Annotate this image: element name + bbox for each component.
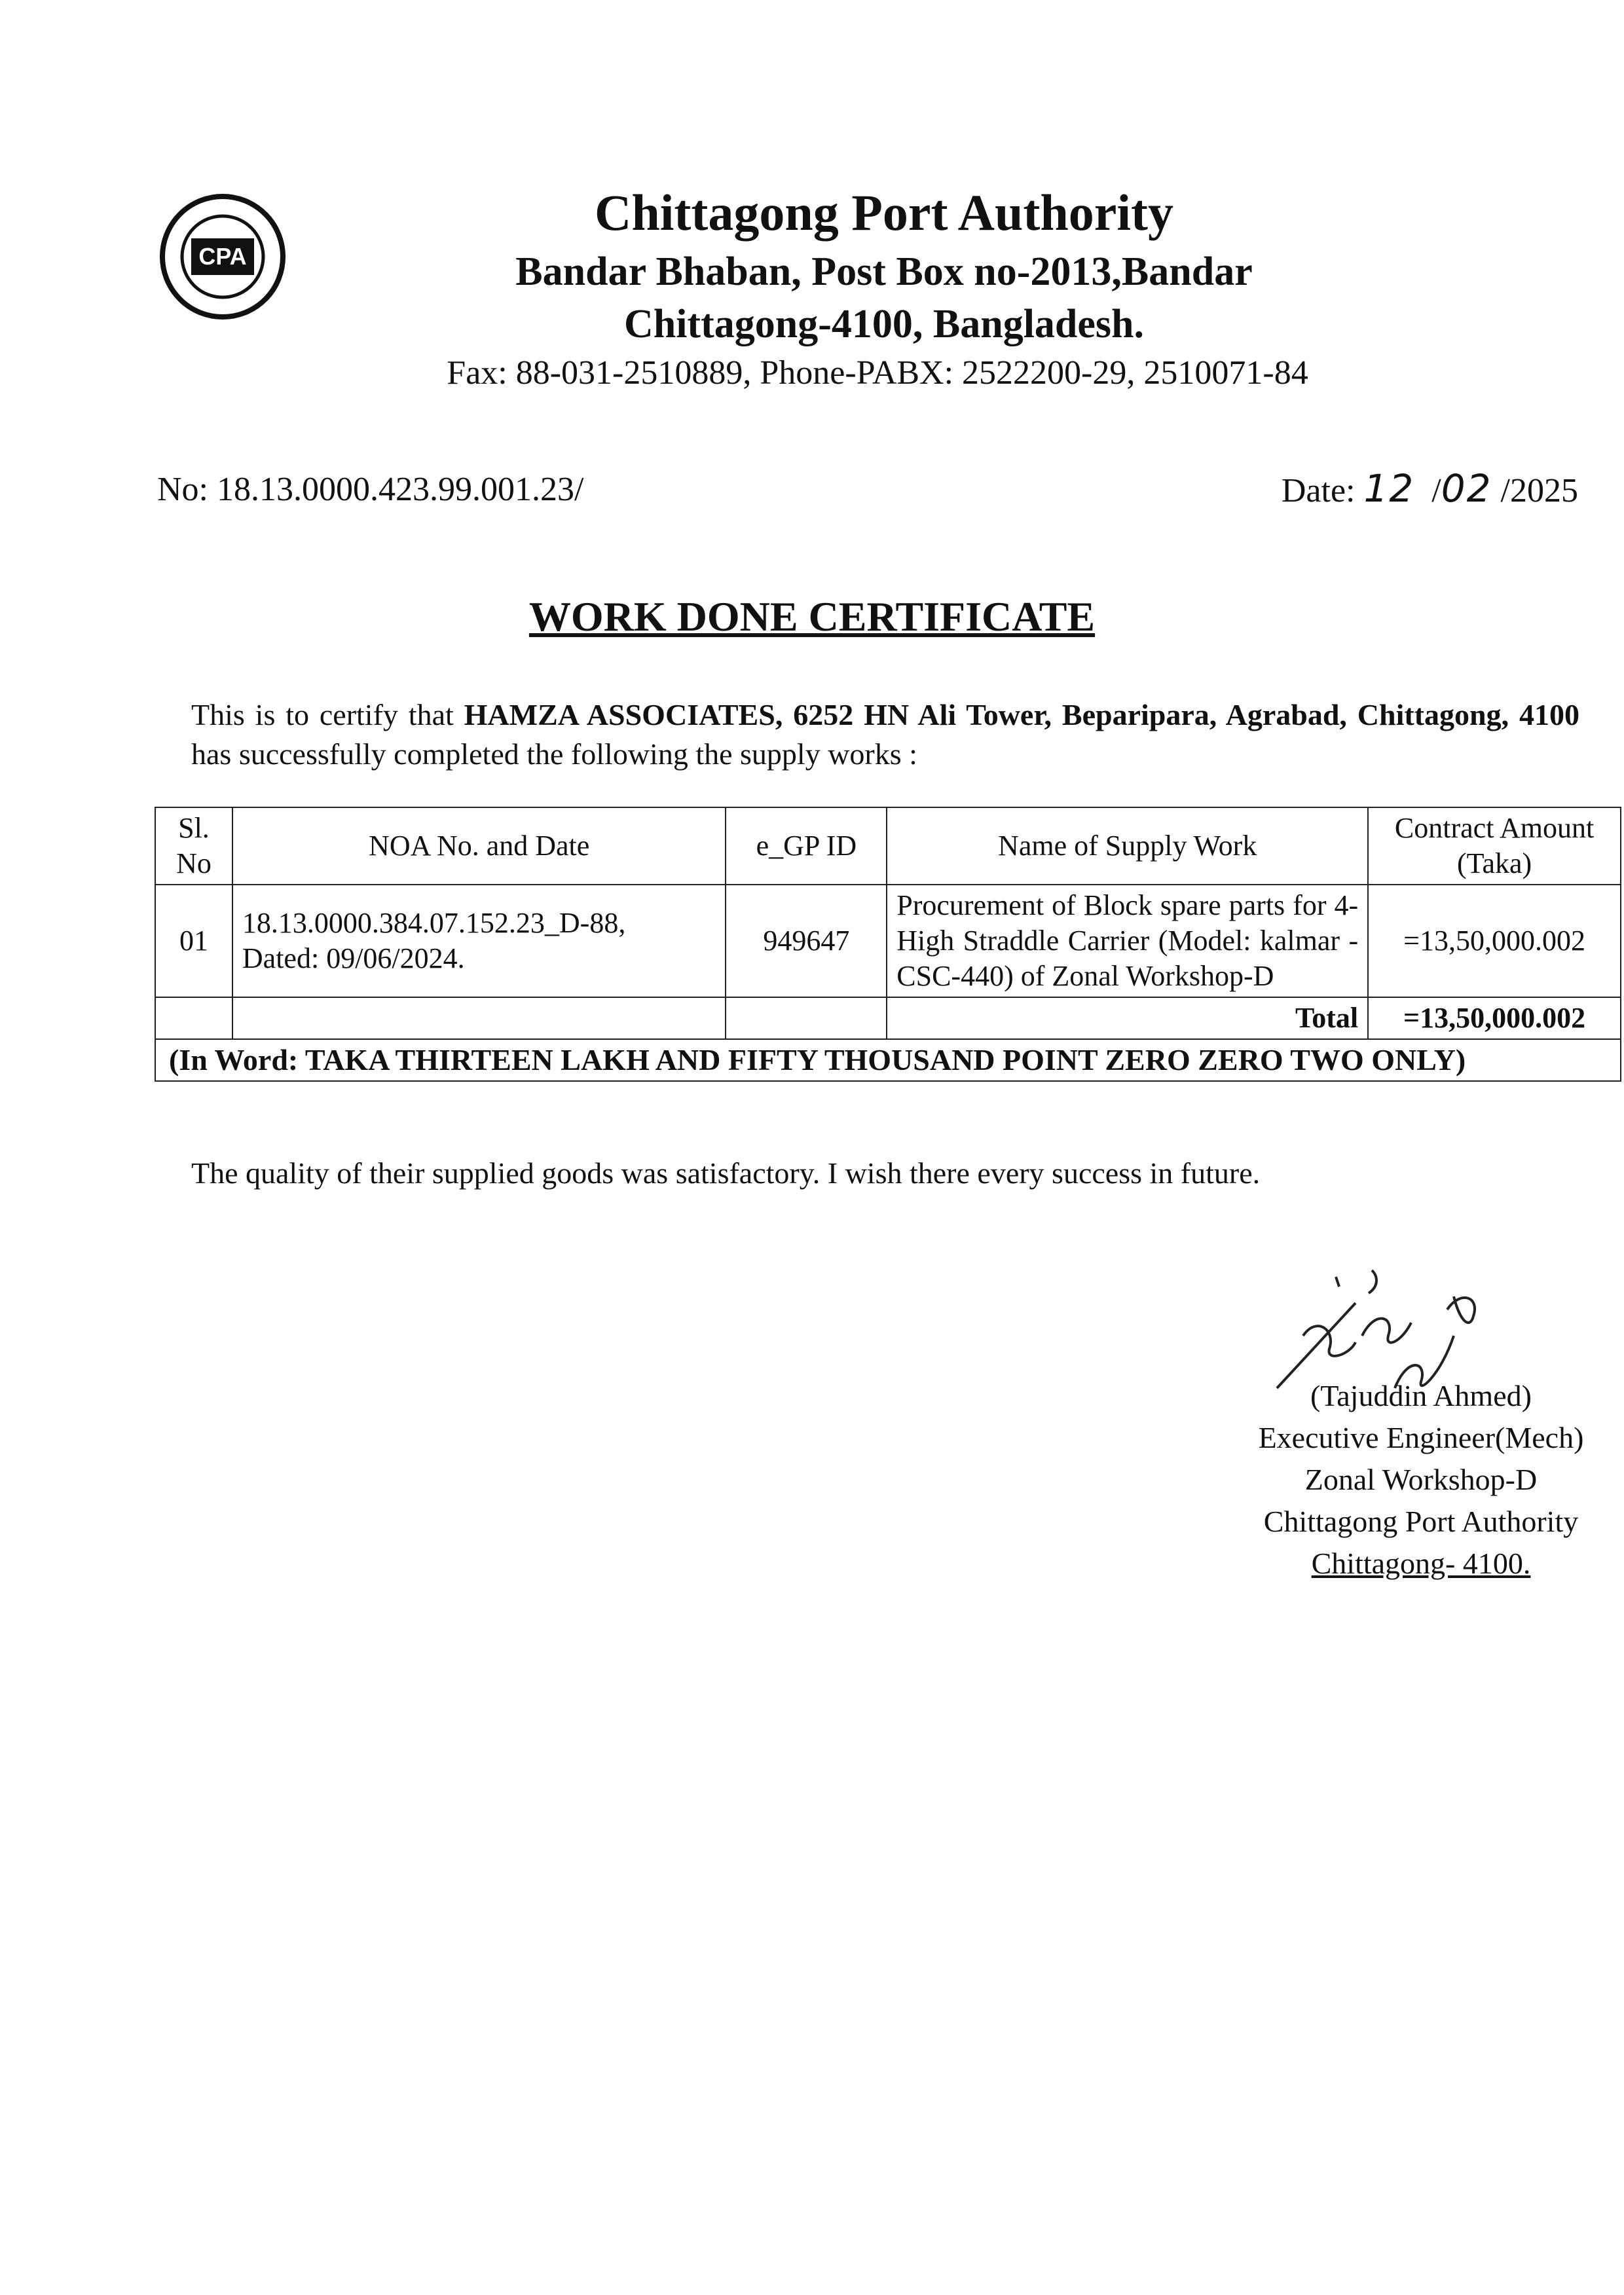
signatory-city: Chittagong- 4100.: [1311, 1547, 1531, 1580]
closing-remark: The quality of their supplied goods was satisfactory. I wish there every success in future.: [191, 1156, 1261, 1190]
col-noa: NOA No. and Date: [232, 807, 726, 885]
row-sl: 01: [155, 885, 232, 997]
total-amount: =13,50,000.002: [1368, 997, 1621, 1039]
table-row: [155, 885, 1621, 997]
col-sl: Sl. No: [155, 807, 232, 885]
total-label: Total: [887, 997, 1368, 1039]
col-egp: e_GP ID: [726, 807, 887, 885]
memo-date: Date: 12 /02 /2025: [1281, 466, 1578, 511]
signatory-org: Chittagong Port Authority: [1263, 1505, 1579, 1538]
date-day: 12: [1363, 466, 1415, 511]
date-label: Date:: [1281, 472, 1356, 509]
logo-text: CPA: [198, 243, 247, 270]
company-name: HAMZA ASSOCIATES, 6252 HN Ali Tower, Beparipara, Agrabad, Chittagong, 4100: [464, 698, 1579, 731]
contact-line: Fax: 88-031-2510889, Phone-PABX: 2522200-29, 2510071-84: [447, 354, 1308, 392]
in-word-row: [155, 1039, 1621, 1081]
date-month: 02: [1441, 466, 1492, 511]
row-work: Procurement of Block spare parts for 4-High Straddle Carrier (Model: kalmar -CSC-440) of Zonal Workshop-D: [887, 885, 1368, 997]
date-year: /2025: [1500, 472, 1578, 509]
amount-in-words: (In Word: TAKA THIRTEEN LAKH AND FIFTY THOUSAND POINT ZERO ZERO TWO ONLY): [155, 1039, 1621, 1081]
memo-number: No: 18.13.0000.423.99.001.23/: [157, 471, 584, 508]
row-egp: 949647: [726, 885, 887, 997]
signatory-office: Zonal Workshop-D: [1304, 1463, 1538, 1496]
signatory-block: [1133, 1375, 1624, 1585]
address-line-2: Chittagong-4100, Bangladesh.: [623, 302, 1145, 346]
org-name: Chittagong Port Authority: [595, 184, 1173, 241]
signatory-name: (Tajuddin Ahmed): [1310, 1379, 1532, 1412]
intro-prefix: This is to certify that: [191, 698, 464, 731]
col-work: Name of Supply Work: [887, 807, 1368, 885]
row-amount: =13,50,000.002: [1368, 885, 1621, 997]
cpa-logo: [157, 191, 288, 322]
table-header-row: [155, 807, 1621, 885]
signatory-designation: Executive Engineer(Mech): [1258, 1421, 1584, 1454]
intro-suffix: has successfully completed the following the supply works :: [191, 737, 917, 771]
col-amount: Contract Amount (Taka): [1368, 807, 1621, 885]
supply-works-table: [155, 807, 1621, 1082]
total-row: [155, 997, 1621, 1039]
certificate-intro: [191, 695, 1579, 774]
address-line-1: Bandar Bhaban, Post Box no-2013,Bandar: [515, 249, 1253, 294]
certificate-title: WORK DONE CERTIFICATE: [528, 593, 1096, 640]
row-noa-date: Dated: 09/06/2024.: [242, 942, 465, 974]
row-noa-number: 18.13.0000.384.07.152.23_D-88,: [242, 907, 626, 939]
row-noa: [232, 885, 726, 997]
